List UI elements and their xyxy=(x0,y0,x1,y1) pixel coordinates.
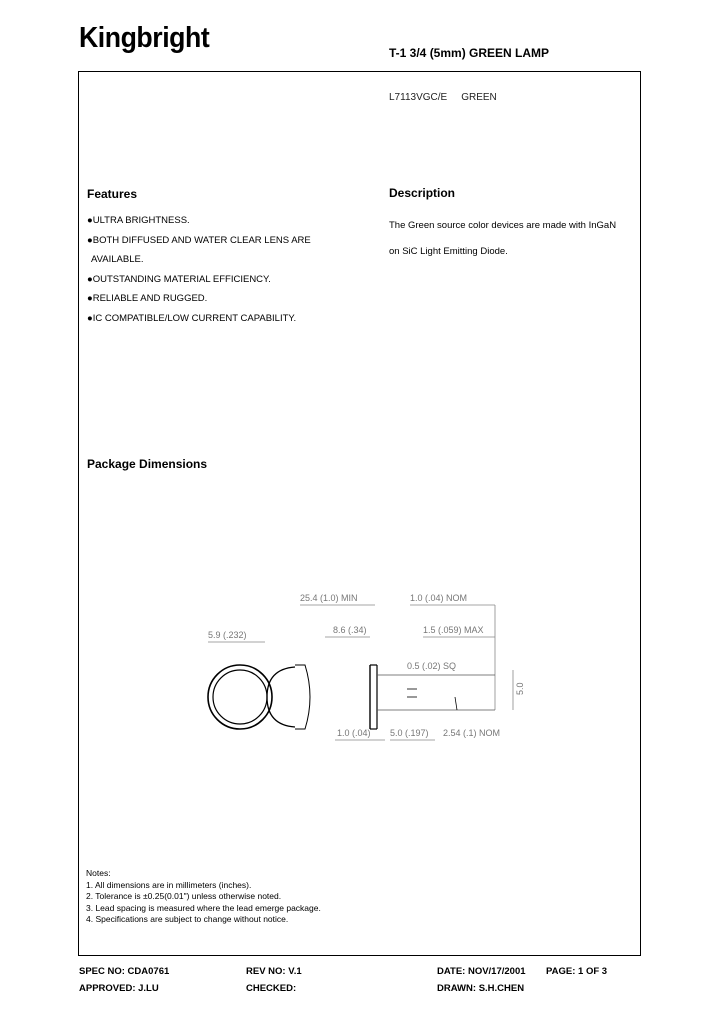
notes-block xyxy=(86,868,321,926)
feature-item: ●BOTH DIFFUSED AND WATER CLEAR LENS ARE xyxy=(87,234,311,246)
note-item: 2. Tolerance is ±0.25(0.01") unless otherwise noted. xyxy=(86,891,282,902)
part-color: GREEN xyxy=(461,92,497,103)
checked-by: CHECKED: xyxy=(246,983,297,994)
feature-item: AVAILABLE. xyxy=(91,254,144,265)
content-frame xyxy=(78,71,641,956)
drawn-by: DRAWN: S.H.CHEN xyxy=(437,983,525,994)
description-line: The Green source color devices are made with InGaN xyxy=(389,220,617,231)
dim-label-top-left: 25.4 (1.0) MIN xyxy=(300,593,358,603)
dim-label-bottom-b: 5.0 (.197) xyxy=(390,728,429,738)
page-indicator: PAGE: 1 OF 3 xyxy=(546,966,608,977)
approved-by: APPROVED: J.LU xyxy=(79,983,159,994)
feature-item: ●IC COMPATIBLE/LOW CURRENT CAPABILITY. xyxy=(87,312,297,324)
revision-number: REV NO: V.1 xyxy=(246,966,302,977)
dim-label-bottom-a: 1.0 (.04) xyxy=(337,728,371,738)
led-side-view xyxy=(267,665,495,729)
feature-item: ●OUTSTANDING MATERIAL EFFICIENCY. xyxy=(87,273,271,285)
notes-heading: Notes: xyxy=(86,868,111,878)
package-drawing xyxy=(195,585,535,755)
dim-label-lead: 0.5 (.02) SQ xyxy=(407,661,457,671)
dim-label-mid: 8.6 (.34) xyxy=(333,625,367,635)
feature-item: ●ULTRA BRIGHTNESS. xyxy=(87,215,190,226)
features-heading: Features xyxy=(87,187,138,201)
features-list xyxy=(87,211,311,328)
document-title: T-1 3/4 (5mm) GREEN LAMP xyxy=(389,46,550,60)
description-text xyxy=(389,213,634,265)
dim-label-top-right: 1.0 (.04) NOM xyxy=(410,593,468,603)
description-line: on SiC Light Emitting Diode. xyxy=(389,246,508,257)
led-front-view xyxy=(208,665,272,729)
spec-number: SPEC NO: CDA0761 xyxy=(79,966,170,977)
issue-date: DATE: NOV/17/2001 xyxy=(437,966,526,977)
dim-label-left: 5.9 (.232) xyxy=(208,630,247,640)
note-item: 4. Specifications are subject to change without notice. xyxy=(86,914,289,925)
part-number: L7113VGC/E xyxy=(389,92,448,103)
dim-label-bottom-c: 2.54 (.1) NOM xyxy=(443,728,501,738)
part-number-line xyxy=(389,92,497,103)
note-item: 1. All dimensions are in millimeters (inches). xyxy=(86,879,252,890)
dim-label-side: 5.0 xyxy=(515,682,525,695)
description-heading: Description xyxy=(389,186,456,200)
package-dimensions-heading: Package Dimensions xyxy=(87,457,208,471)
feature-item: ●RELIABLE AND RUGGED. xyxy=(87,293,208,304)
company-logo: Kingbright xyxy=(79,22,210,54)
dim-label-right: 1.5 (.059) MAX xyxy=(423,625,484,635)
note-item: 3. Lead spacing is measured where the lead emerge package. xyxy=(86,902,321,913)
